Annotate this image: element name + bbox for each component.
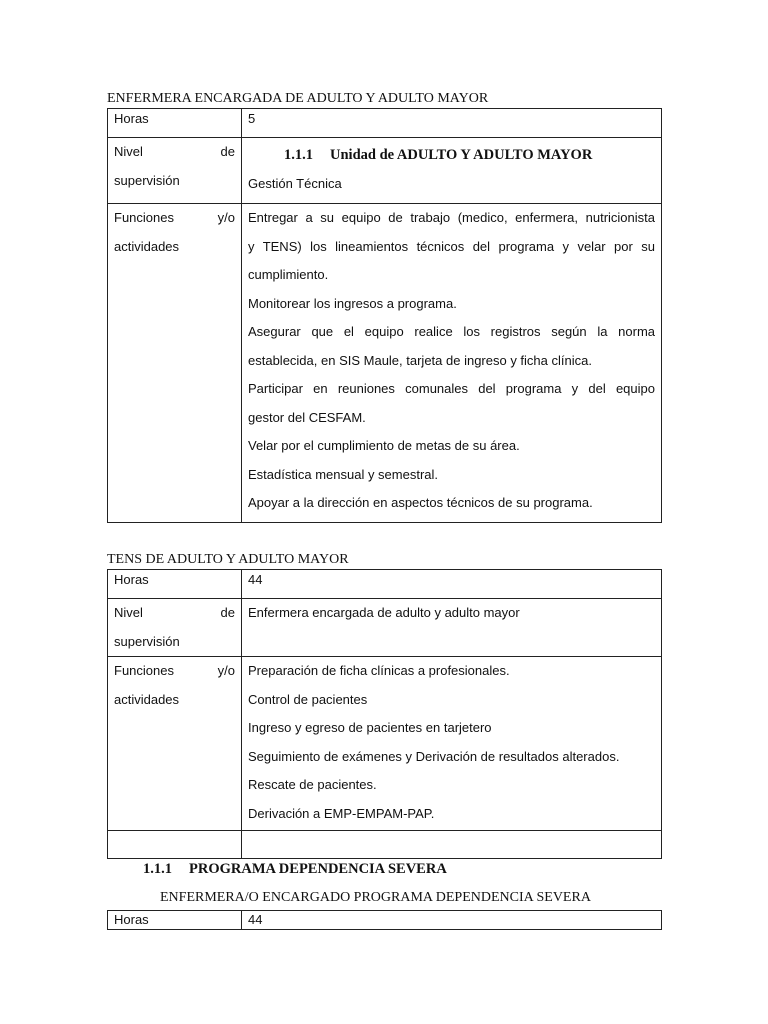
unit-heading: 1.1.1 Unidad de ADULTO Y ADULTO MAYOR xyxy=(284,147,593,163)
nivel-value: Enfermera encargada de adulto y adulto mayor xyxy=(242,599,662,657)
section1-title: ENFERMERA ENCARGADA DE ADULTO Y ADULTO MAYOR xyxy=(107,91,489,106)
horas-label: Horas xyxy=(108,911,242,930)
table-row xyxy=(108,109,662,138)
tens-table xyxy=(107,569,662,859)
gestion-tecnica: Gestión Técnica xyxy=(248,176,342,191)
funciones-label: Funciones y/o actividades xyxy=(108,657,242,831)
table-row xyxy=(108,138,662,204)
section3-heading: 1.1.1 PROGRAMA DEPENDENCIA SEVERA xyxy=(143,861,447,877)
funciones-list: Entregar a su equipo de trabajo (medico, enfermera, nutricionista y TENS) los lineamientos técnicos del programa y velar por su cumplimiento. Monitorear los ingresos a programa. Asegurar que el equipo realice los registros según la norma establecida, en SIS Maule, tarjeta de ingreso y ficha clínica. Participar en reuniones comunales del programa y del equipo gestor del CESFAM. Velar por el cumplimiento de metas de su área. Estadística mensual y semestral. Apoyar a la dirección en aspectos técnicos de su programa. xyxy=(242,204,662,523)
section3-title: ENFERMERA/O ENCARGADO PROGRAMA DEPENDENCIA SEVERA xyxy=(160,890,591,905)
section2-title: TENS DE ADULTO Y ADULTO MAYOR xyxy=(107,552,349,567)
funciones-label: Funciones y/o actividades xyxy=(108,204,242,523)
table-row xyxy=(108,911,662,930)
nivel-value xyxy=(242,138,662,204)
table-row xyxy=(108,570,662,599)
table-row xyxy=(108,204,662,523)
horas-label: Horas xyxy=(108,109,242,138)
dependencia-table xyxy=(107,910,662,930)
funciones-list: Preparación de ficha clínicas a profesionales. Control de pacientes Ingreso y egreso de pacientes en tarjetero Seguimiento de exámenes y Derivación de resultados alterados. Rescate de pacientes. Derivación a EMP-EMPAM-PAP. xyxy=(242,657,662,831)
table-row xyxy=(108,831,662,859)
horas-value: 5 xyxy=(242,109,662,138)
table-row xyxy=(108,599,662,657)
empty-cell xyxy=(108,831,242,859)
table-row xyxy=(108,657,662,831)
nivel-label: Nivel de supervisión xyxy=(108,599,242,657)
nivel-label: Nivel de supervisión xyxy=(108,138,242,204)
horas-label: Horas xyxy=(108,570,242,599)
empty-cell xyxy=(242,831,662,859)
adulto-mayor-nurse-table xyxy=(107,108,662,523)
horas-value: 44 xyxy=(242,911,662,930)
horas-value: 44 xyxy=(242,570,662,599)
